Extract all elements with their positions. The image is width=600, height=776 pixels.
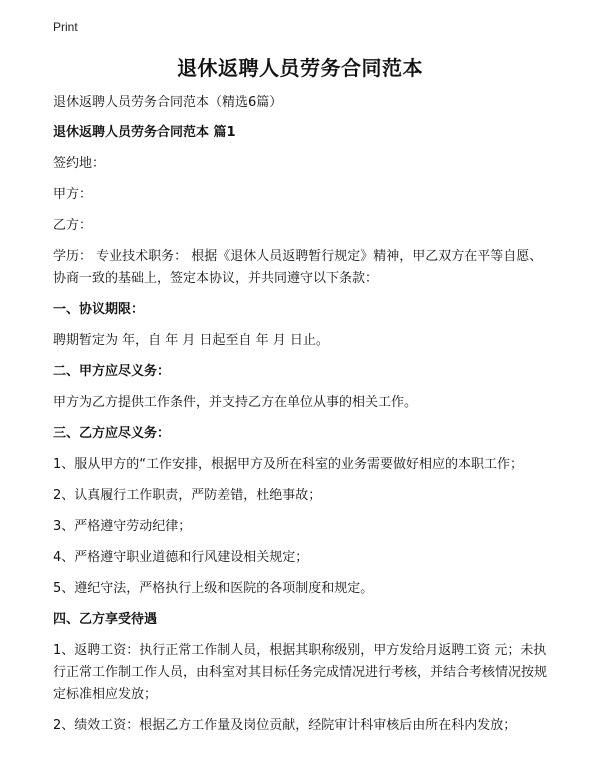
page-title: 退休返聘人员劳务合同范本 <box>177 56 423 80</box>
print-link[interactable]: Print <box>53 20 78 34</box>
list-item: 2、认真履行工作职责，严防差错，杜绝事故； <box>53 488 322 503</box>
list-item: 3、严格遵守劳动纪律； <box>53 519 192 534</box>
heading-party-b-duties: 三、乙方应尽义务： <box>53 426 171 441</box>
list-item: 2、绩效工资：根据乙方工作量及岗位贡献，经院审计科审核后由所在科内发放； <box>53 718 517 733</box>
heading-party-a-duties: 二、甲方应尽义务： <box>53 364 171 379</box>
party-a-label: 甲方： <box>53 187 93 202</box>
paragraph-party-a-duties: 甲方为乙方提供工作条件，并支持乙方在单位从事的相关工作。 <box>53 395 418 410</box>
document-subtitle: 退休返聘人员劳务合同范本（精选6篇） <box>53 95 283 110</box>
section-title: 退休返聘人员劳务合同范本 篇1 <box>53 125 236 140</box>
list-item: 1、返聘工资：执行正常工作制人员，根据其职称级别，甲方发给月返聘工资 元；未执行正常工作制工作人员，由科室对其目标任务完成情况进行考核，并结合考核情况按规定标准相应发放； <box>53 643 548 702</box>
heading-term: 一、协议期限： <box>53 302 145 317</box>
sign-place-label: 签约地： <box>53 156 106 171</box>
list-item: 5、遵纪守法，严格执行上级和医院的各项制度和规定。 <box>53 581 374 596</box>
list-item: 1、服从甲方的“工作安排，根据甲方及所在科室的业务需要做好相应的本职工作； <box>53 457 524 472</box>
list-item: 4、严格遵守职业道德和行风建设相关规定； <box>53 550 309 565</box>
heading-party-b-benefits: 四、乙方享受待遇 <box>53 612 158 627</box>
document-body <box>53 92 553 746</box>
intro-paragraph: 学历： 专业技术职务： 根据《退休人员返聘暂行规定》精神，甲乙双方在平等自愿、协商一致的基础上，签定本协议，并共同遵守以下条款： <box>53 249 543 286</box>
paragraph-term: 聘期暂定为 年，自 年 月 日起至自 年 月 日止。 <box>53 333 329 348</box>
party-b-label: 乙方： <box>53 218 93 233</box>
